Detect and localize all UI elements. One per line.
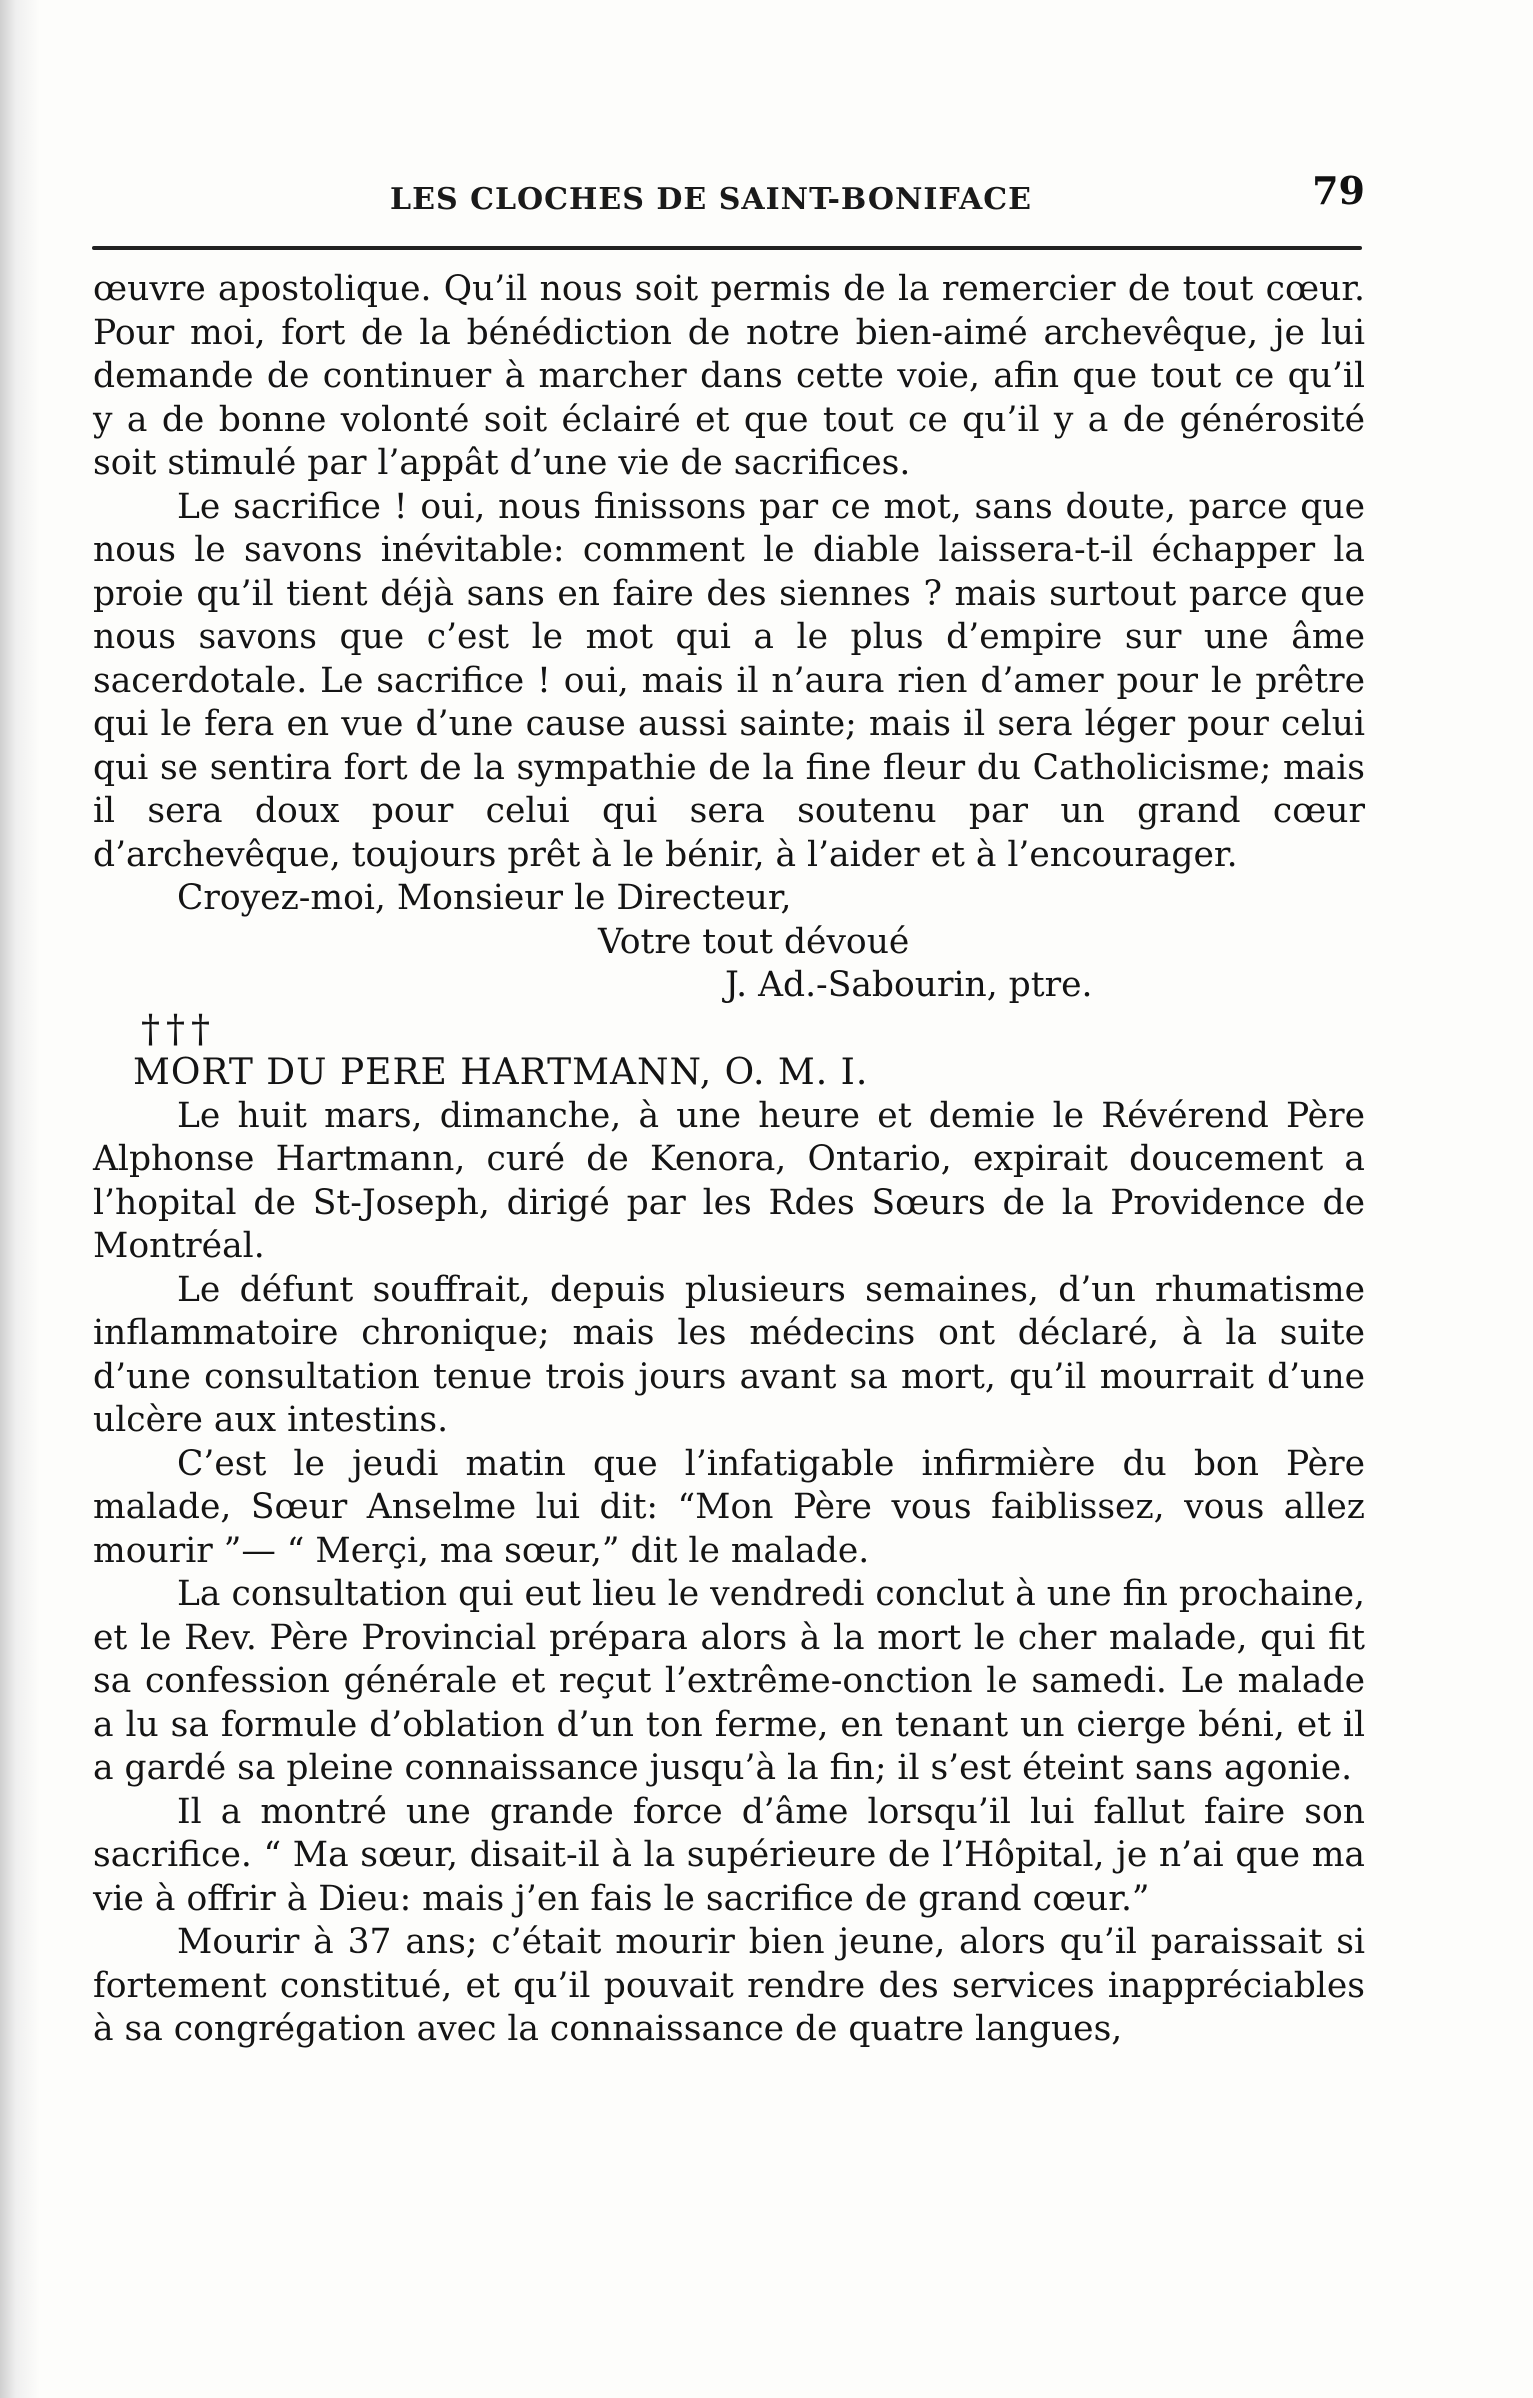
letter-paragraph-1: œuvre apostolique. Qu’il nous soit permis de la remercier de tout cœur. Pour moi, fort de la bénédiction de notre bien-aimé archevêque, je lui demande de continuer à marcher dans cette voie, afin que tout ce qu’il y a de bonne volonté soit éclairé et que tout ce qu’il y a de générosité soit stimulé par l’appât d’une vie de sacrifices. [93,269,1365,483]
section-ornament: ††† [141,1006,216,1051]
article-title: MORT DU PERE HARTMANN, O. M. I. [133,1052,869,1093]
article-paragraph-4: La consultation qui eut lieu le vendredi conclut à une fin prochaine, et le Rev. Père Provincial prépara alors à la mort le cher malade, qui fit sa confession générale et reçut l’extrême-onction le samedi. Le malade a lu sa formule d’oblation d’un ton ferme, en tenant un cierge béni, et il a gardé sa pleine connaissance jusqu’à la fin; il s’est éteint sans agonie. [93,1574,1365,1788]
article-paragraph-6: Mourir à 37 ans; c’était mourir bien jeune, alors qu’il paraissait si fortement constitué, et qu’il pouvait rendre des services inappréciables à sa congrégation avec la connaissance de quatre langues, [93,1922,1365,2049]
letter-signature: J. Ad.-Sabourin, ptre. [725,965,1093,1005]
article-paragraph-2: Le défunt souffrait, depuis plusieurs semaines, d’un rhumatisme inflammatoire chronique; mais les médecins ont déclaré, à la suite d’une consultation tenue trois jours avant sa mort, qu’il mourrait d’une ulcère aux intestins. [93,1269,1365,1440]
header-rule [92,246,1362,250]
page-body [93,268,1365,2052]
letter-paragraph-2: Le sacrifice ! oui, nous finissons par ce mot, sans doute, parce que nous le savons inévitable: comment le diable laissera-t-il échapper la proie qu’il tient déjà sans en faire des siennes ? mais surtout parce que nous savons que c’est le mot qui a le plus d’empire sur une âme sacerdotale. Le sacrifice ! oui, mais il n’aura rien d’amer pour le prêtre qui le fera en vue d’une cause aussi sainte; mais il sera léger pour celui qui se sentira fort de la sympathie de la fine fleur du Catholicisme; mais il sera doux pour celui qui sera soutenu par un grand cœur d’archevêque, toujours prêt à le bénir, à l’aider et à l’encourager. [93,486,1365,875]
article-paragraph-5: Il a montré une grande force d’âme lorsqu’il lui fallut faire son sacrifice. “ Ma sœur, disait-il à la supérieure de l’Hôpital, je n’ai que ma vie à offrir à Dieu: mais j’en fais le sacrifice de grand cœur.” [93,1791,1365,1919]
page-edge-shadow [0,0,40,2398]
letter-closing: Croyez-moi, Monsieur le Directeur, [177,878,792,918]
running-title: LES CLOCHES DE SAINT-BONIFACE [390,182,1032,217]
page-header [95,168,1365,228]
article-paragraph-3: C’est le jeudi matin que l’infatigable infirmière du bon Père malade, Sœur Anselme lui dit: “Mon Père vous faiblissez, vous allez mourir ”— “ Merçi, ma sœur,” dit le malade. [93,1443,1365,1571]
letter-valediction: Votre tout dévoué [598,921,910,962]
page-number: 79 [1312,168,1365,213]
article-paragraph-1: Le huit mars, dimanche, à une heure et demie le Révérend Père Alphonse Hartmann, curé de Kenora, Ontario, expirait doucement a l’hopital de St-Joseph, dirigé par les Rdes Sœurs de la Providence de Montréal. [93,1095,1365,1266]
